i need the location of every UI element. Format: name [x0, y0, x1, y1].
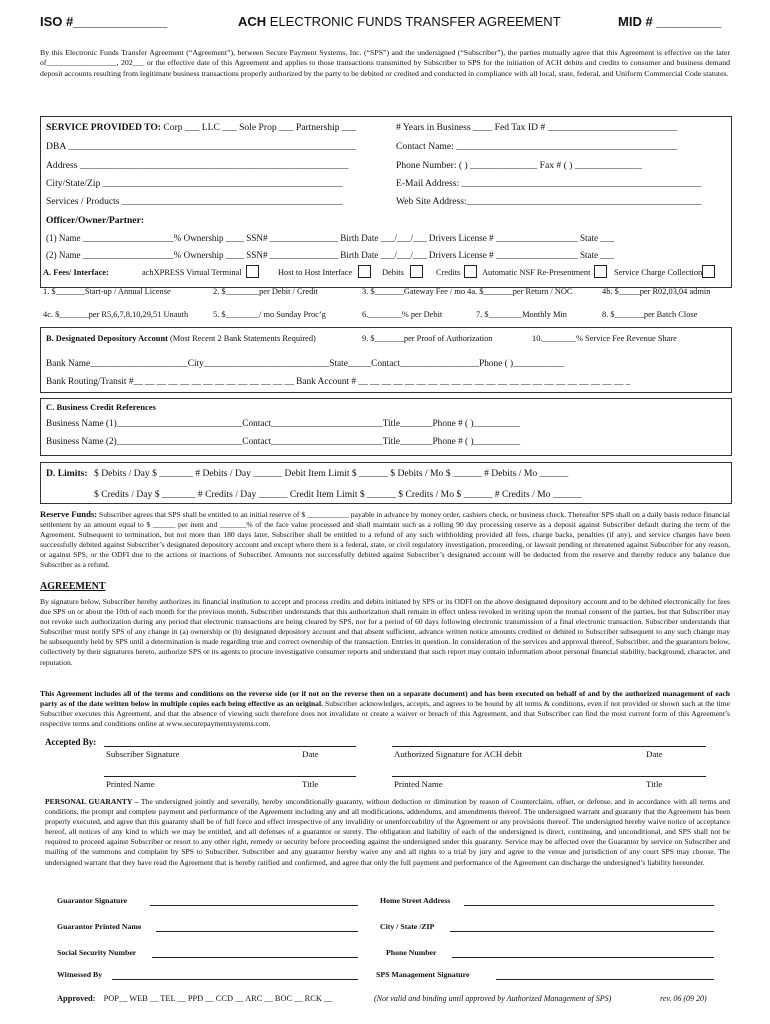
host-to-host-checkbox[interactable] [358, 265, 371, 278]
website-field[interactable]: Web Site Address:_________________________________________________ [396, 196, 702, 207]
witnessed-by-line[interactable] [112, 979, 358, 980]
credits-checkbox[interactable] [464, 265, 477, 278]
date-2-line[interactable] [644, 746, 706, 747]
guaranty-paragraph [45, 797, 730, 868]
mid-field[interactable]: MID # _________ [618, 14, 722, 29]
owner-1-field[interactable]: (1) Name ____________________% Ownership ____ SSN# _______________ Birth Date ___/___/___ Drivers License # __________________ State ___ [46, 233, 615, 243]
service-charge-checkbox[interactable] [702, 265, 715, 278]
title-1-line[interactable] [300, 776, 356, 777]
agreement-bold-text: This Agreement includes all of the terms and conditions on the reverse side (or if not on the reverse then on a separate document) and has been executed on behalf of and by the authorized management of each party as of the date written below in multiple copies each being effective as an original. [40, 689, 730, 709]
document-title [238, 14, 561, 29]
fee-7-field[interactable]: 7. $________Monthly Min [476, 310, 567, 319]
title-prefix: ACH [238, 14, 267, 29]
title-2-label: Title [646, 779, 663, 789]
reserve-text: Subscriber agrees that SPS shall be entitled to an initial reserve of $ ___________ payable in advance by money order, cashiers check, or business check. Thereafter SPS shall on a daily basis reduce financial settlement by an amount equal to $ ______ per item and _______% of the face value processed and shall maintain such as a rolling 90 day processing reserve as a deposit against Subscriber default during the term of the Agreement. Subsequent to termination, but not more than 180 days later, Subscriber shall be entitled to a refund of any such withholding provided all fees, charge backs, penalties (if any), and service charges have been successfully debited against Subscriber’s designated depository account and except where there is a federal, state, or civil regulatory investigation, proceeding, or lawsuit pending or threatened against Subscriber for any reason, or against SPS, or the ODFI due to the actions or inactions of Subscriber. Amounts not successfully debited against Subscriber’s designated account will be deducted from the reserve and thereby reduce any balance due Subscriber as a refund. [40, 510, 730, 570]
virtual-terminal-label: achXPRESS Virtual Terminal [142, 268, 242, 277]
reserve-label: Reserve Funds: [40, 509, 98, 519]
bank-label-line [46, 334, 316, 343]
bank-label: B. Designated Depository Account [46, 334, 168, 343]
service-charge-label: Service Charge Collection [614, 268, 703, 277]
printed-name-2-line[interactable] [392, 776, 654, 777]
agreement-terms-paragraph [40, 689, 730, 729]
bank-name-field[interactable]: Bank Name_____________________City___________________________State_____Contact_________________Phone ( )___________ [46, 359, 565, 369]
printed-name-2-label: Printed Name [394, 779, 443, 789]
approved-label: Approved: [57, 994, 96, 1003]
nsf-represent-label: Automatic NSF Re-Presentment [482, 268, 591, 277]
agreement-rest-text: Subscriber acknowledges, accepts, and agrees to be bound by all terms & conditions, even if not provided or shown such at the time Subscriber executes this Agreement, and that the absence of viewing such therefore does not invalidate or create a waiver or breach of this Agreement, and that Subscriber can find the most current form of this Agreement’s respective terms and conditions online at www.securepaymentsystems.com. [40, 699, 730, 729]
accepted-label: Accepted By: [45, 737, 97, 747]
bank-note: (Most Recent 2 Bank Statements Required) [167, 334, 316, 343]
guarantor-city-line[interactable] [450, 931, 714, 932]
fee-6-field[interactable]: 6.________% per Debit [362, 310, 443, 319]
printed-name-1-label: Printed Name [106, 779, 155, 789]
contact-field[interactable]: Contact Name: ______________________________________________ [396, 141, 677, 152]
service-label: SERVICE PROVIDED TO: [46, 122, 161, 133]
reserve-paragraph [40, 509, 730, 571]
credit-ref-2-field[interactable]: Business Name (2)___________________________Contact________________________Title_______Phone # ( )__________ [46, 437, 521, 447]
host-to-host-label: Host to Host Interface [278, 268, 353, 277]
ssn-label: Social Security Number [57, 948, 137, 957]
debits-label: Debits [382, 268, 404, 277]
fee-4b-field[interactable]: 4b. $_____per R02,03,04 admin [602, 287, 711, 296]
limits-debit-line[interactable]: $ Debits / Day $ _______ # Debits / Day ______ Debit Item Limit $ ______ $ Debits / Mo $ ______ # Debits / Mo ______ [94, 468, 569, 479]
fee-8-field[interactable]: 8. $_______per Batch Close [602, 310, 698, 319]
fee-10-field[interactable]: 10.________% Service Fee Revenue Share [532, 334, 677, 343]
home-address-label: Home Street Address [380, 896, 451, 905]
limits-credit-line[interactable]: $ Credits / Day $ _______ # Credits / Day ______ Credit Item Limit $ ______ $ Credits / Mo $ ______ # Credits / Mo ______ [94, 489, 582, 500]
nsf-represent-checkbox[interactable] [594, 265, 607, 278]
subscriber-signature-line[interactable] [104, 746, 316, 747]
not-valid-note: (Not valid and binding until approved by Authorized Management of SPS) [374, 994, 612, 1003]
ssn-line[interactable] [152, 957, 358, 958]
bank-routing-account-field[interactable]: Bank Routing/Transit #__ __ __ __ __ __ __ __ __ __ __ __ __ __ Bank Account # __ __ __ __ __ __ __ __ __ __ __ __ __ __ __ __ __ __ __ __ __ __ __ _ [46, 377, 631, 387]
debits-checkbox[interactable] [410, 265, 423, 278]
home-address-line[interactable] [464, 905, 714, 906]
guaranty-label: PERSONAL GUARANTY – [45, 797, 139, 806]
phone-fax-field[interactable]: Phone Number: ( ) ______________ Fax # ( ) ______________ [396, 160, 642, 171]
email-field[interactable]: E-Mail Address: __________________________________________________ [396, 178, 702, 189]
officer-label: Officer/Owner/Partner: [46, 215, 145, 226]
dba-field[interactable]: DBA ____________________________________________________________ [46, 141, 356, 152]
approved-options[interactable]: POP__ WEB __ TEL __ PPD __ CCD __ ARC __ BOC __ RCK __ [103, 994, 333, 1003]
guaranty-text: The undersigned jointly and severally, hereby unconditionally guaranty, without deduction or diminution by reason of Counterclaim, offset, or defense, and in accordance with all terms and conditions, the prompt and complete payment and performance of the Agreement including any and all modifications, addendums, and amendments thereof. The undersigned warrant and guaranty that the Agreement has been properly executed, and agree that this guaranty shall be of full force and effect irrespective of any invalidity or unenforceability of the Agreement or any provisions thereof. The undersigned hereby waive notice of acceptance hereof, all notices of any kind to which we may be entitled, and all defenses of a guarantor or surety. The obligation and liability of each of the undersigned is direct, continuing, and unconditional, and SPS shall not be required to proceed against Subscriber or resort to any other right, remedy or security before proceeding against the undersigned under this guaranty. Service may be affected over the Guarantor by service on Subscriber and mailing of the summons and complaint by SPS to Subscriber. Subscriber and any guarantor hereby waive any and all rights to a trial by jury and agree to the venue and jurisdiction of any court SPS may choose. The undersigned warrant that they have read the Agreement that is hereby ratified and confirmed, and agree that only the full payment and performance of the Agreement can discharge the undersigned’s liability hereunder. [45, 797, 730, 867]
agreement-heading: AGREEMENT [40, 581, 106, 592]
authorized-signature-line[interactable] [392, 746, 654, 747]
city-state-zip-field[interactable]: City/State/Zip __________________________________________________ [46, 178, 343, 189]
intro-paragraph: By this Electronic Funds Transfer Agreement (“Agreement”), between Secure Payment Systems, Inc. (“SPS”) and the undersigned (“Subscriber”), the parties mutually agree that this Agreement is effective on the later of__________________, 202___ or the effective date of this Agreement and applies to those transactions transmitted by Subscriber to SPS for the initiation of ACH debits and credits to consumer and business demand deposit accounts resulting from legitimate business transactions properly authorized by the party to be debited or credited and conducted in compliance with all local, state, federal, and Uniform Commercial Code statutes. [40, 48, 730, 78]
date-1-label: Date [302, 749, 319, 759]
fee-1-field[interactable]: 1. $_______Start-up / Annual License [43, 287, 171, 296]
credit-label: C. Business Credit References [46, 402, 156, 412]
date-2-label: Date [646, 749, 663, 759]
services-products-field[interactable]: Services / Products ______________________________________________ [46, 196, 343, 207]
fee-2-field[interactable]: 2. $________per Debit / Credit [213, 287, 318, 296]
guarantor-signature-label: Guarantor Signature [57, 896, 128, 905]
credit-ref-1-field[interactable]: Business Name (1)___________________________Contact________________________Title_______Phone # ( )__________ [46, 419, 521, 429]
authorized-signature-label: Authorized Signature for ACH debit [394, 749, 523, 759]
guarantor-name-line[interactable] [156, 931, 358, 932]
subscriber-signature-label: Subscriber Signature [106, 749, 180, 759]
phone-number-label: Phone Number [386, 948, 437, 957]
witnessed-by-label: Witnessed By [57, 970, 103, 979]
approved-row [57, 994, 332, 1003]
limits-label: D. Limits: [46, 468, 88, 479]
iso-field[interactable]: ISO #_____________ [40, 14, 168, 29]
date-1-line[interactable] [300, 746, 356, 747]
phone-number-line[interactable] [452, 957, 714, 958]
title-rest: ELECTRONIC FUNDS TRANSFER AGREEMENT [266, 14, 561, 29]
fees-label: A. Fees/ Interface: [43, 268, 109, 277]
title-2-line[interactable] [644, 776, 706, 777]
revision-label: rev. 06 (09 20) [660, 994, 707, 1003]
guarantor-name-label: Guarantor Printed Name [57, 922, 142, 931]
credits-label: Credits [436, 268, 461, 277]
city-state-zip-label: City / State /ZIP [380, 922, 435, 931]
agreement-paragraph: By signature below, Subscriber hereby authorizes its financial institution to accept and process credits and debits initiated by SPS or its ODFI on the above designated depository account and to be debited electronically for fees due SPS on or about the 10th of each month for the previous month. Subscriber understands that this authorization shall remain in effect unless revoked in writing upon the mutual consent of the parties, but that Subscriber may not revoke such authorization during any period that electronic transactions are being cleared by SPS, nor for a period of 60 days following electronic transmission of a final electronic transaction. Subscriber understands that Subscriber must notify SPS of any change in (a) ownership or (b) designated depository account and that absent sufficient, advance written notice amounts credited or debited to Subscriber subsequent to any such change may be subsequently held by SPS until a determination is made regarding true and correct ownership of the transaction. Entries in question. In consideration of the services and approval thereof, Subscriber, and the guarantors below, collectively by their signatures hereto, authorize SPS or its agents to procure investigative consumer reports and understand that such report may contain information about personal financial stability, background, character, and reputation. [40, 597, 730, 667]
entity-type-field[interactable]: Corp ___ LLC ___ Sole Prop ___ Partnership ___ [163, 122, 357, 133]
fee-3-4a-field[interactable]: 3. $_______Gateway Fee / mo 4a. $_______per Return / NOC [362, 287, 573, 296]
guarantor-signature-line[interactable] [150, 905, 358, 906]
sps-signature-line[interactable] [496, 979, 714, 980]
service-label-line [46, 122, 356, 133]
title-1-label: Title [302, 779, 319, 789]
printed-name-1-line[interactable] [104, 776, 316, 777]
virtual-terminal-checkbox[interactable] [246, 265, 259, 278]
fee-9-field[interactable]: 9. $_______per Proof of Authorization [362, 334, 493, 343]
years-taxid-field[interactable]: # Years in Business ____ Fed Tax ID # ___________________________ [396, 122, 678, 133]
address-field[interactable]: Address ________________________________________________________ [46, 160, 349, 171]
fee-4c-field[interactable]: 4c. $_______per R5,6,7,8,10,29,51 Unauth [43, 310, 189, 319]
fee-5-field[interactable]: 5. $________/ mo Sunday Proc’g [213, 310, 326, 319]
owner-2-field[interactable]: (2) Name ____________________% Ownership ____ SSN# _______________ Birth Date ___/___/___ Drivers License # __________________ State ___ [46, 250, 615, 260]
sps-signature-label: SPS Management Signature [376, 970, 470, 979]
